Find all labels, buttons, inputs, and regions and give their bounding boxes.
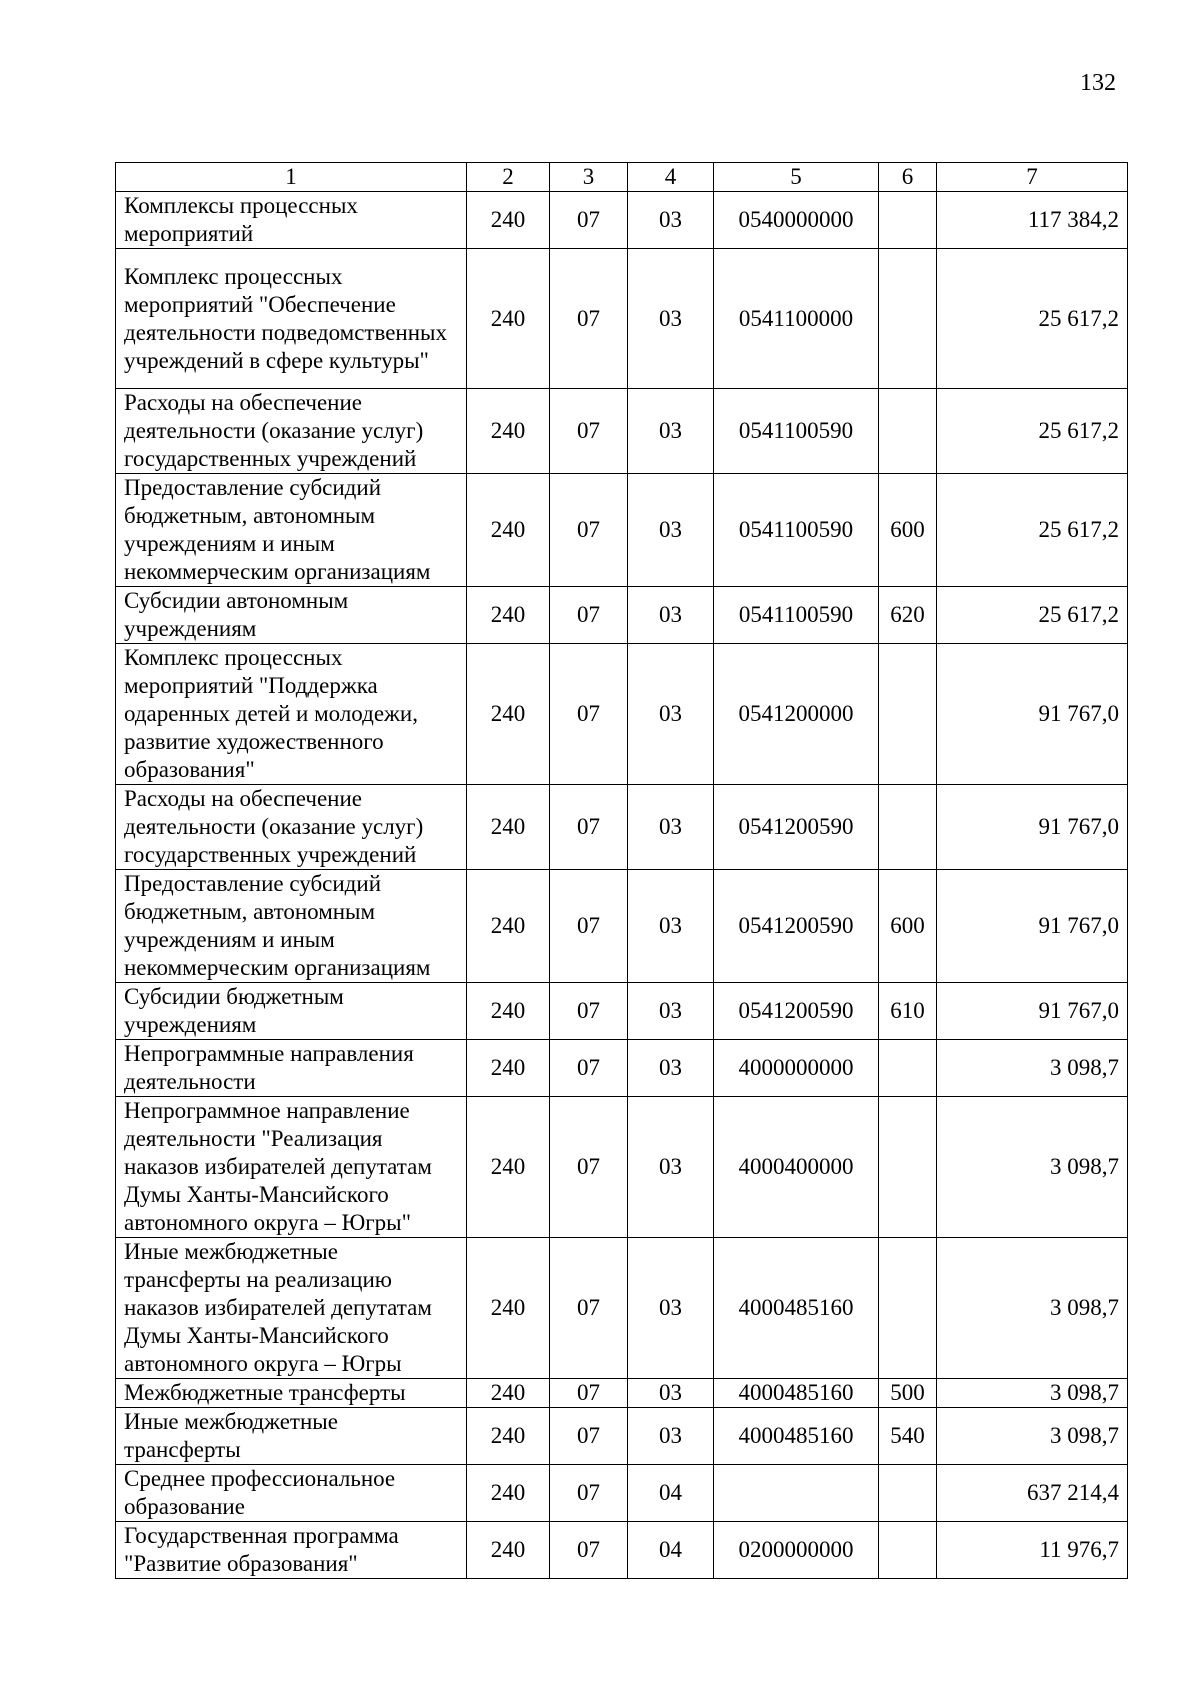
col3-cell: 07 [550,1408,628,1465]
col6-cell [879,785,937,870]
table-row [116,1379,1128,1408]
table-header-row [116,163,1128,192]
row-name-cell: Иные межбюджетные трансферты [116,1408,467,1465]
amount-cell: 3 098,7 [937,1040,1128,1097]
row-name-cell: Среднее профессиональное образование [116,1465,467,1522]
col2-cell: 240 [467,1408,550,1465]
amount-cell: 25 617,2 [937,474,1128,587]
table-row [116,644,1128,785]
amount-cell: 117 384,2 [937,192,1128,249]
col3-cell: 07 [550,644,628,785]
col4-cell: 04 [628,1465,714,1522]
amount-cell: 25 617,2 [937,389,1128,474]
col2-cell: 240 [467,192,550,249]
table-row [116,389,1128,474]
header-cell: 3 [550,163,628,192]
col4-cell: 03 [628,870,714,983]
col6-cell: 500 [879,1379,937,1408]
row-name-cell: Государственная программа "Развитие образования" [116,1522,467,1579]
col3-cell: 07 [550,1040,628,1097]
col2-cell: 240 [467,1097,550,1238]
table-row [116,870,1128,983]
amount-cell: 25 617,2 [937,249,1128,389]
table-row [116,587,1128,644]
col3-cell: 07 [550,474,628,587]
col6-cell: 600 [879,474,937,587]
col2-cell: 240 [467,1238,550,1379]
col2-cell: 240 [467,870,550,983]
col5-cell: 4000485160 [714,1379,879,1408]
col5-cell: 0541200000 [714,644,879,785]
table-row [116,249,1128,389]
col3-cell: 07 [550,389,628,474]
table-row [116,785,1128,870]
table-row [116,1097,1128,1238]
col3-cell: 07 [550,1465,628,1522]
row-name-cell: Предоставление субсидий бюджетным, автономным учреждениям и иным некоммерческим организациям [116,870,467,983]
col3-cell: 07 [550,785,628,870]
col5-cell: 4000485160 [714,1238,879,1379]
col5-cell: 0540000000 [714,192,879,249]
amount-cell: 91 767,0 [937,870,1128,983]
table-row [116,1040,1128,1097]
amount-cell: 91 767,0 [937,644,1128,785]
table-row [116,474,1128,587]
amount-cell: 3 098,7 [937,1097,1128,1238]
row-name-cell: Непрограммное направление деятельности "Реализация наказов избирателей депутатам Думы Ханты-Мансийского автономного округа – Югры" [116,1097,467,1238]
col4-cell: 03 [628,587,714,644]
amount-cell: 3 098,7 [937,1238,1128,1379]
row-name-cell: Расходы на обеспечение деятельности (оказание услуг) государственных учреждений [116,389,467,474]
col5-cell: 0541100590 [714,587,879,644]
col6-cell [879,1465,937,1522]
header-cell: 6 [879,163,937,192]
col6-cell [879,192,937,249]
amount-cell: 91 767,0 [937,983,1128,1040]
col2-cell: 240 [467,389,550,474]
col3-cell: 07 [550,1238,628,1379]
col2-cell: 240 [467,785,550,870]
row-name-cell: Комплекс процессных мероприятий "Поддержка одаренных детей и молодежи, развитие художественного образования" [116,644,467,785]
col4-cell: 03 [628,1040,714,1097]
row-name-cell: Субсидии бюджетным учреждениям [116,983,467,1040]
col5-cell: 0541200590 [714,785,879,870]
col4-cell: 03 [628,644,714,785]
col2-cell: 240 [467,249,550,389]
col5-cell: 0541100000 [714,249,879,389]
col3-cell: 07 [550,192,628,249]
col6-cell [879,1097,937,1238]
col6-cell: 610 [879,983,937,1040]
col5-cell: 0541200590 [714,870,879,983]
row-name-cell: Субсидии автономным учреждениям [116,587,467,644]
col3-cell: 07 [550,1522,628,1579]
header-cell: 5 [714,163,879,192]
col4-cell: 03 [628,192,714,249]
table-row [116,1522,1128,1579]
col6-cell: 540 [879,1408,937,1465]
col2-cell: 240 [467,587,550,644]
header-cell: 4 [628,163,714,192]
col4-cell: 03 [628,389,714,474]
table-row [116,983,1128,1040]
col3-cell: 07 [550,1097,628,1238]
col6-cell [879,1522,937,1579]
row-name-cell: Иные межбюджетные трансферты на реализацию наказов избирателей депутатам Думы Ханты-Мансийского автономного округа – Югры [116,1238,467,1379]
col5-cell [714,1465,879,1522]
col6-cell: 600 [879,870,937,983]
col2-cell: 240 [467,644,550,785]
col5-cell: 0200000000 [714,1522,879,1579]
row-name-cell: Межбюджетные трансферты [116,1379,467,1408]
table-row [116,1465,1128,1522]
col2-cell: 240 [467,1522,550,1579]
col5-cell: 4000400000 [714,1097,879,1238]
col2-cell: 240 [467,983,550,1040]
col4-cell: 03 [628,1238,714,1379]
col3-cell: 07 [550,983,628,1040]
row-name-cell: Комплекс процессных мероприятий "Обеспечение деятельности подведомственных учреждений в сфере культуры" [116,249,467,389]
header-cell: 7 [937,163,1128,192]
amount-cell: 91 767,0 [937,785,1128,870]
col4-cell: 03 [628,249,714,389]
col2-cell: 240 [467,1465,550,1522]
col6-cell [879,1238,937,1379]
col3-cell: 07 [550,1379,628,1408]
amount-cell: 3 098,7 [937,1379,1128,1408]
col3-cell: 07 [550,870,628,983]
amount-cell: 25 617,2 [937,587,1128,644]
col4-cell: 04 [628,1522,714,1579]
col4-cell: 03 [628,474,714,587]
table-row [116,1238,1128,1379]
row-name-cell: Предоставление субсидий бюджетным, автономным учреждениям и иным некоммерческим организациям [116,474,467,587]
amount-cell: 11 976,7 [937,1522,1128,1579]
row-name-cell: Комплексы процессных мероприятий [116,192,467,249]
col3-cell: 07 [550,587,628,644]
col5-cell: 0541200590 [714,983,879,1040]
col4-cell: 03 [628,1379,714,1408]
col5-cell: 0541100590 [714,389,879,474]
budget-table [115,162,1128,1579]
row-name-cell: Непрограммные направления деятельности [116,1040,467,1097]
col4-cell: 03 [628,785,714,870]
col6-cell [879,389,937,474]
col5-cell: 4000485160 [714,1408,879,1465]
col4-cell: 03 [628,983,714,1040]
col5-cell: 4000000000 [714,1040,879,1097]
table-row [116,192,1128,249]
col2-cell: 240 [467,474,550,587]
col4-cell: 03 [628,1408,714,1465]
col2-cell: 240 [467,1379,550,1408]
table-row [116,1408,1128,1465]
col5-cell: 0541100590 [714,474,879,587]
col3-cell: 07 [550,249,628,389]
page-number: 132 [1080,70,1116,96]
header-cell: 2 [467,163,550,192]
amount-cell: 637 214,4 [937,1465,1128,1522]
col6-cell: 620 [879,587,937,644]
col6-cell [879,249,937,389]
header-cell: 1 [116,163,467,192]
amount-cell: 3 098,7 [937,1408,1128,1465]
row-name-cell: Расходы на обеспечение деятельности (оказание услуг) государственных учреждений [116,785,467,870]
col6-cell [879,1040,937,1097]
col2-cell: 240 [467,1040,550,1097]
col6-cell [879,644,937,785]
col4-cell: 03 [628,1097,714,1238]
